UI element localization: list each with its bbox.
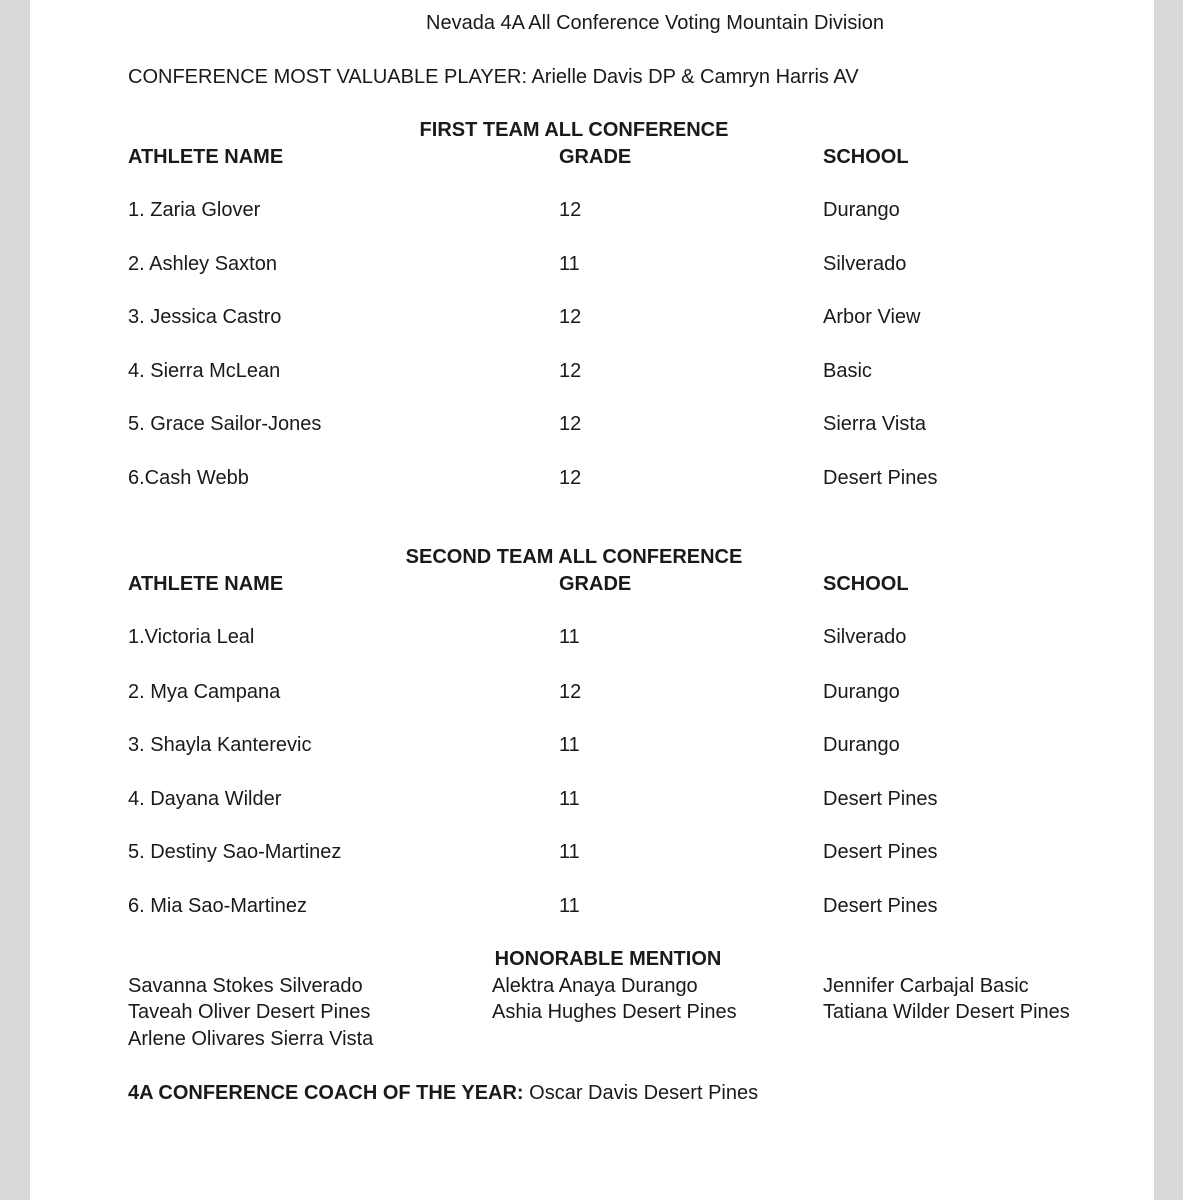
mvp-line: CONFERENCE MOST VALUABLE PLAYER: Arielle Davis DP & Camryn Harris AV	[128, 66, 859, 88]
athlete-school: Basic	[823, 360, 872, 382]
athlete-name: 2. Mya Campana	[128, 681, 281, 703]
second-team-heading: SECOND TEAM ALL CONFERENCE	[405, 546, 743, 568]
second-team-school-header: SCHOOL	[823, 573, 909, 595]
athlete-school: Desert Pines	[823, 467, 938, 489]
athlete-school: Desert Pines	[823, 788, 938, 810]
list-item: Tatiana Wilder Desert Pines	[823, 1001, 1070, 1023]
athlete-name: 4. Dayana Wilder	[128, 788, 282, 810]
first-team-grade-header: GRADE	[559, 146, 632, 168]
athlete-name: 2. Ashley Saxton	[128, 253, 277, 275]
second-team-grade-header: GRADE	[559, 573, 632, 595]
list-item: Ashia Hughes Desert Pines	[492, 1001, 737, 1023]
list-item: Alektra Anaya Durango	[492, 975, 698, 997]
athlete-name: 6.Cash Webb	[128, 467, 249, 489]
athlete-school: Durango	[823, 681, 900, 703]
athlete-school: Desert Pines	[823, 895, 938, 917]
athlete-school: Durango	[823, 199, 900, 221]
athlete-grade: 12	[559, 681, 582, 703]
athlete-school: Desert Pines	[823, 841, 938, 863]
coach-label: 4A CONFERENCE COACH OF THE YEAR:	[128, 1082, 524, 1104]
athlete-grade: 11	[559, 253, 580, 275]
athlete-name: 5. Destiny Sao-Martinez	[128, 841, 342, 863]
athlete-name: 1. Zaria Glover	[128, 199, 261, 221]
athlete-grade: 11	[559, 626, 580, 648]
athlete-name: 1.Victoria Leal	[128, 626, 255, 648]
athlete-name: 6. Mia Sao-Martinez	[128, 895, 307, 917]
athlete-grade: 12	[559, 306, 582, 328]
athlete-school: Silverado	[823, 253, 907, 275]
coach-value: Oscar Davis Desert Pines	[523, 1082, 759, 1104]
athlete-school: Silverado	[823, 626, 907, 648]
athlete-grade: 12	[559, 199, 582, 221]
athlete-grade: 11	[559, 895, 580, 917]
honorable-mention-heading: HONORABLE MENTION	[494, 948, 722, 970]
list-item: Taveah Oliver Desert Pines	[128, 1001, 371, 1023]
athlete-name: 3. Shayla Kanterevic	[128, 734, 312, 756]
athlete-school: Sierra Vista	[823, 413, 927, 435]
list-item: Jennifer Carbajal Basic	[823, 975, 1029, 997]
first-team-school-header: SCHOOL	[823, 146, 909, 168]
athlete-grade: 11	[559, 734, 580, 756]
list-item: Savanna Stokes Silverado	[128, 975, 363, 997]
second-team-name-header: ATHLETE NAME	[128, 573, 284, 595]
athlete-grade: 12	[559, 413, 582, 435]
document-page	[30, 0, 1154, 1200]
athlete-grade: 11	[559, 841, 580, 863]
athlete-name: 4. Sierra McLean	[128, 360, 281, 382]
coach-of-the-year	[128, 1081, 758, 1105]
athlete-name: 3. Jessica Castro	[128, 306, 282, 328]
athlete-school: Durango	[823, 734, 900, 756]
athlete-grade: 12	[559, 467, 582, 489]
athlete-name: 5. Grace Sailor-Jones	[128, 413, 322, 435]
list-item: Arlene Olivares Sierra Vista	[128, 1028, 374, 1050]
athlete-school: Arbor View	[823, 306, 921, 328]
first-team-name-header: ATHLETE NAME	[128, 146, 284, 168]
athlete-grade: 11	[559, 788, 580, 810]
athlete-grade: 12	[559, 360, 582, 382]
document-title: Nevada 4A All Conference Voting Mountain Division	[426, 12, 885, 34]
first-team-heading: FIRST TEAM ALL CONFERENCE	[419, 119, 729, 141]
